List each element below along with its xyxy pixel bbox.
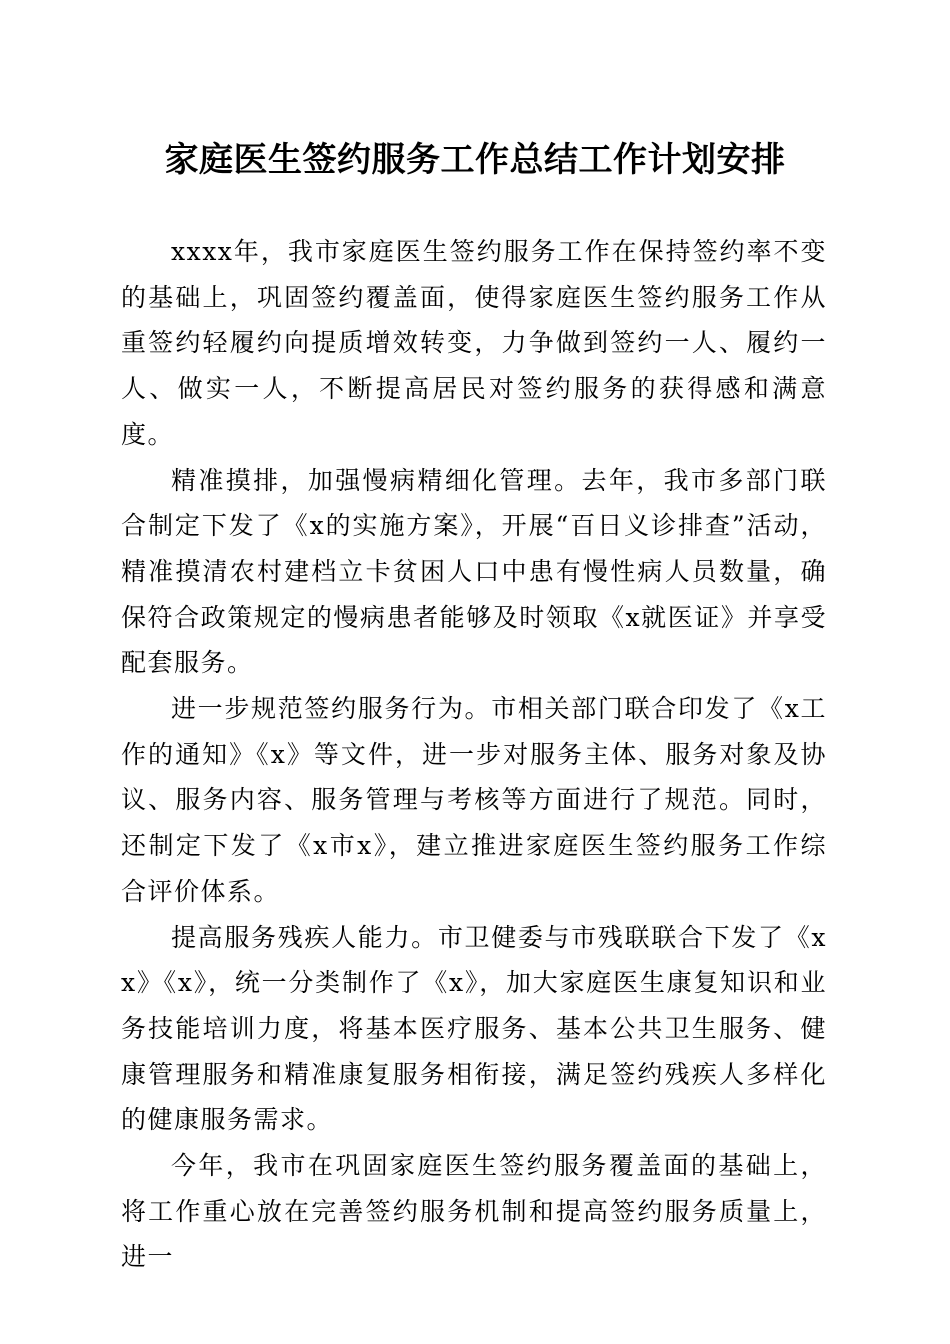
- paragraph-disability-services: 提高服务残疾人能力。市卫健委与市残联联合下发了《xx》《x》，统一分类制作了《x》，加大家庭医生康复知识和业务技能培训力度，将基本医疗服务、基本公共卫生服务、健康管理服务和精准康复服务相衔接，满足签约残疾人多样化的健康服务需求。: [121, 922, 827, 1135]
- paragraph-service-standardization: 进一步规范签约服务行为。市相关部门联合印发了《x工作的通知》《x》等文件，进一步对服务主体、服务对象及协议、服务内容、服务管理与考核等方面进行了规范。同时，还制定下发了《x市x》，建立推进家庭医生签约服务工作综合评价体系。: [121, 694, 827, 906]
- document-title: 家庭医生签约服务工作总结工作计划安排: [164, 140, 786, 180]
- paragraph-intro: xxxx年，我市家庭医生签约服务工作在保持签约率不变的基础上，巩固签约覆盖面，使得家庭医生签约服务工作从重签约轻履约向提质增效转变，力争做到签约一人、履约一人、做实一人，不断提高居民对签约服务的获得感和满意度。: [121, 237, 827, 449]
- document-body: [121, 229, 827, 1280]
- paragraph-this-year-plan: 今年，我市在巩固家庭医生签约服务覆盖面的基础上，将工作重心放在完善签约服务机制和提高签约服务质量上，进一: [121, 1151, 827, 1272]
- paragraph-chronic-disease-management: 精准摸排，加强慢病精细化管理。去年，我市多部门联合制定下发了《x的实施方案》，开展“百日义诊排查”活动，精准摸清农村建档立卡贫困人口中患有慢性病人员数量，确保符合政策规定的慢病患者能够及时领取《x就医证》并享受配套服务。: [121, 465, 827, 678]
